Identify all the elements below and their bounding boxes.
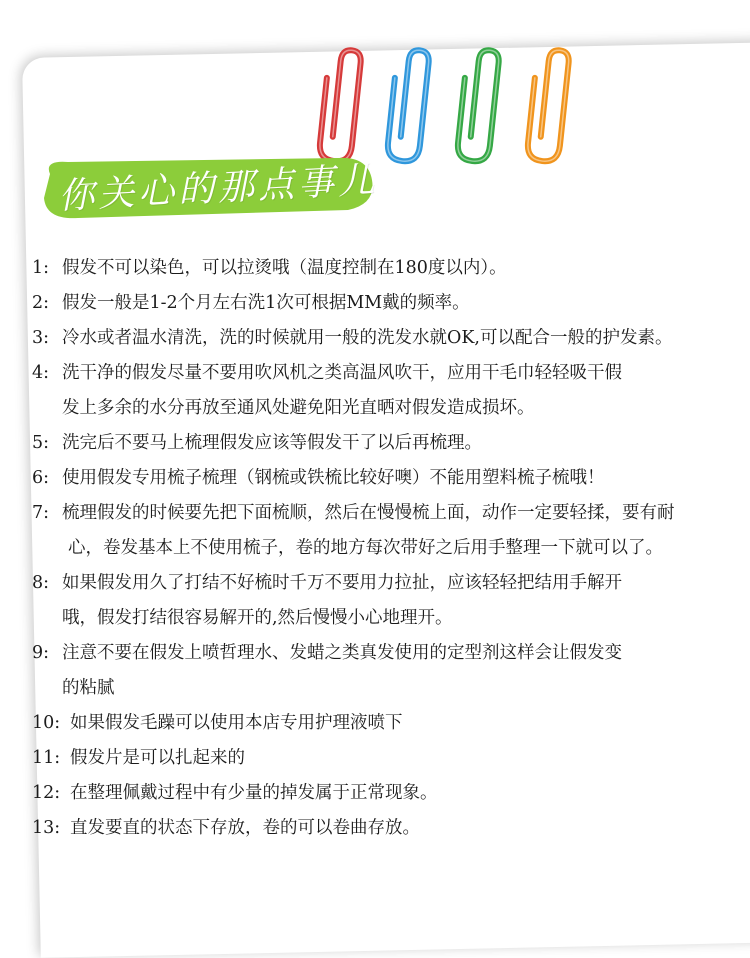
item-number: 9: [32,643,50,663]
item-number: 1: [32,258,50,278]
item-text: 注意不要在假发上喷哲理水、发蜡之类真发使用的定型剂这样会让假发变 [62,643,622,663]
item-text: 心，卷发基本上不使用梳子，卷的地方每次带好之后用手整理一下就可以了。 [68,538,663,558]
item-text: 如果假发毛躁可以使用本店专用护理液喷下 [70,713,403,733]
item-number: 12: [32,783,61,803]
item-number: 8: [32,573,50,593]
item-text: 使用假发专用梳子梳理（钢梳或铁梳比较好噢）不能用塑料梳子梳哦！ [62,468,605,488]
item-number: 10: [32,713,61,733]
item-number: 3: [32,328,50,348]
item-text: 如果假发用久了打结不好梳时千万不要用力拉扯，应该轻轻把结用手解开 [62,573,622,593]
item-text: 假发片是可以扎起来的 [70,748,245,768]
item-text: 假发不可以染色，可以拉烫哦（温度控制在180度以内）。 [62,258,507,278]
item-text: 冷水或者温水清洗，洗的时候就用一般的洗发水就OK,可以配合一般的护发素。 [62,328,673,348]
page-title: 你关心的那点事儿 [57,159,380,218]
item-number: 6: [32,468,50,488]
item-number: 7: [32,503,50,523]
item-number: 2: [32,293,50,313]
item-text: 直发要直的状态下存放，卷的可以卷曲存放。 [70,818,420,838]
paper-clip-icon [386,48,430,163]
item-text: 哦，假发打结很容易解开的,然后慢慢小心地理开。 [62,608,453,628]
item-number: 5: [32,433,50,453]
item-text: 洗干净的假发尽量不要用吹风机之类高温风吹干，应用干毛巾轻轻吸干假 [62,363,622,383]
item-number: 13: [32,818,61,838]
item-text: 发上多余的水分再放至通风处避免阳光直晒对假发造成损坏。 [62,398,535,418]
item-text: 洗完后不要马上梳理假发应该等假发干了以后再梳理。 [62,433,482,453]
paper-clip-icon [456,48,500,163]
item-text: 假发一般是1-2个月左右洗1次可根据MM戴的频率。 [62,293,470,313]
paper-clip-icon [526,48,570,163]
item-number: 11: [32,748,61,768]
item-text: 在整理佩戴过程中有少量的掉发属于正常现象。 [70,783,438,803]
item-text: 梳理假发的时候要先把下面梳顺，然后在慢慢梳上面，动作一定要轻揉，要有耐 [62,503,675,523]
item-text: 的粘腻 [62,678,115,698]
paper-clip-icon [318,48,362,163]
item-number: 4: [32,363,50,383]
